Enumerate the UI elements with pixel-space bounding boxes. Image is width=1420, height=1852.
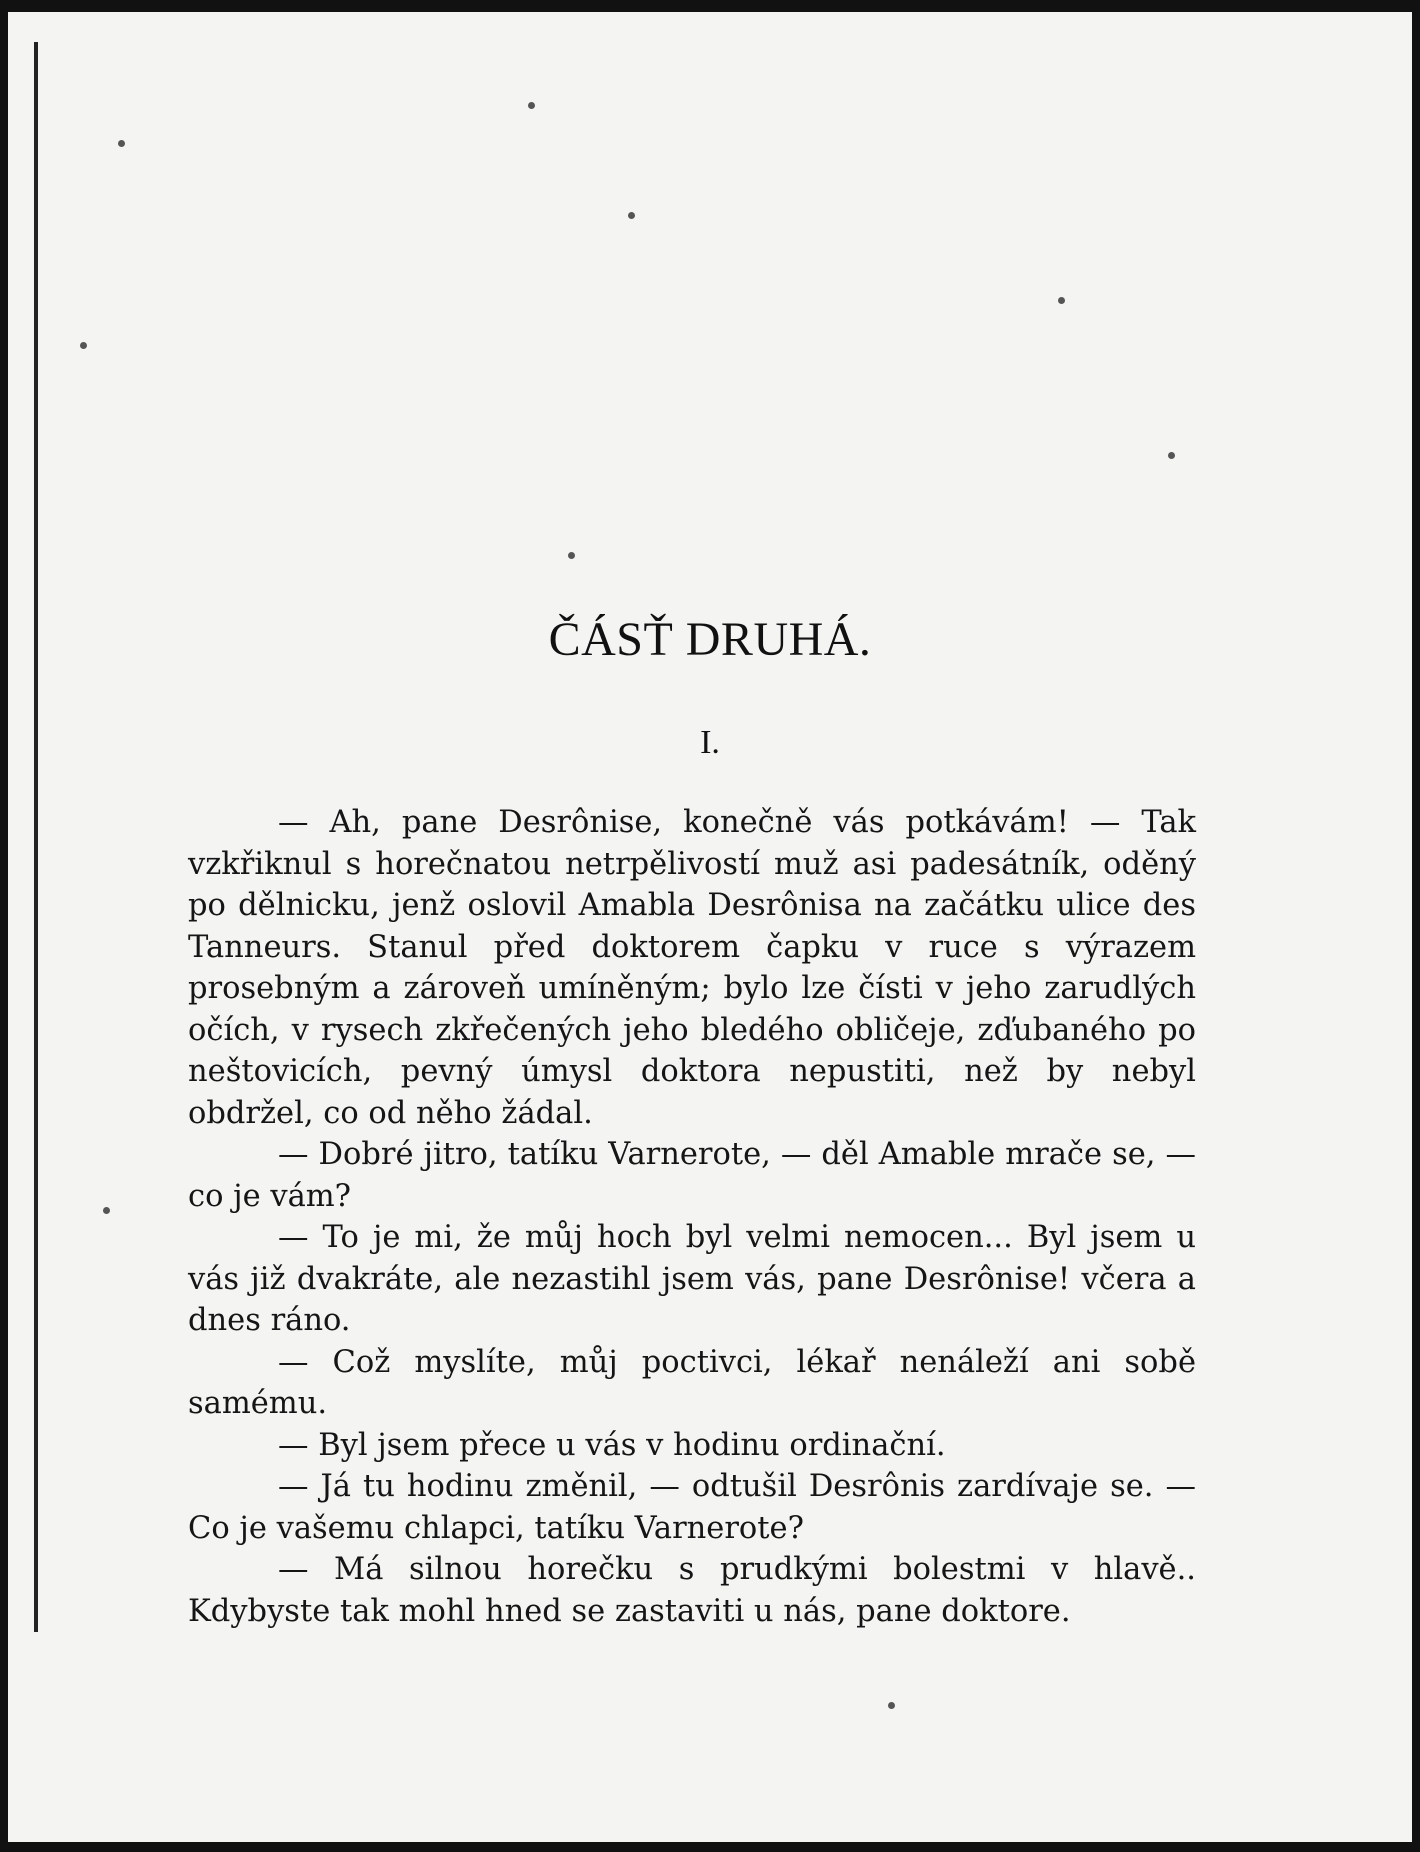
print-speck bbox=[1058, 297, 1065, 304]
paragraph: — Dobré jitro, tatíku Varnerote, — děl Amable mrače se, — co je vám? bbox=[188, 1137, 1196, 1214]
paragraph: — Má silnou horečku s prudkými bolestmi v hlavě.. Kdybyste tak mohl hned se zastaviti u nás, pane doktore. bbox=[188, 1552, 1196, 1629]
print-speck bbox=[568, 552, 575, 559]
body-text bbox=[188, 802, 1196, 1632]
book-page bbox=[8, 12, 1412, 1842]
print-speck bbox=[118, 140, 125, 147]
chapter-number: I. bbox=[700, 724, 720, 761]
print-speck bbox=[80, 342, 87, 349]
part-title: ČÁSŤ DRUHÁ. bbox=[548, 613, 872, 666]
paragraph: — Já tu hodinu změnil, — odtušil Desrônis zardívaje se. — Co je vašemu chlapci, tatíku Varnerote? bbox=[188, 1469, 1196, 1546]
print-speck bbox=[628, 212, 635, 219]
binding-edge bbox=[34, 42, 38, 1632]
print-speck bbox=[528, 102, 535, 109]
paragraph: — Byl jsem přece u vás v hodinu ordinační. bbox=[278, 1427, 946, 1463]
print-speck bbox=[103, 1207, 110, 1214]
paragraph: — Což myslíte, můj poctivci, lékař nenáleží ani sobě samému. bbox=[188, 1344, 1196, 1421]
print-speck bbox=[1168, 452, 1175, 459]
paragraph: — To je mi, že můj hoch byl velmi nemocen... Byl jsem u vás již dvakráte, ale nezastihl jsem vás, pane Desrônise! včera a dnes ráno. bbox=[188, 1220, 1196, 1338]
paragraph: — Ah, pane Desrônise, konečně vás potkávám! — Tak vzkřiknul s horečnatou netrpělivostí muž asi padesátník, oděný po dělnicku, jenž oslovil Amabla Desrônisa na začátku ulice des Tanneurs. Stanul před doktorem čapku v ruce s výrazem prosebným a zároveň umíněným; bylo lze čísti v jeho zarudlých očích, v rysech zkřečených jeho bledého obličeje, zďubaného po neštovicích, pevný úmysl doktora nepustiti, než by nebyl obdržel, co od něho žádal. bbox=[188, 805, 1196, 1131]
print-speck bbox=[888, 1702, 895, 1709]
